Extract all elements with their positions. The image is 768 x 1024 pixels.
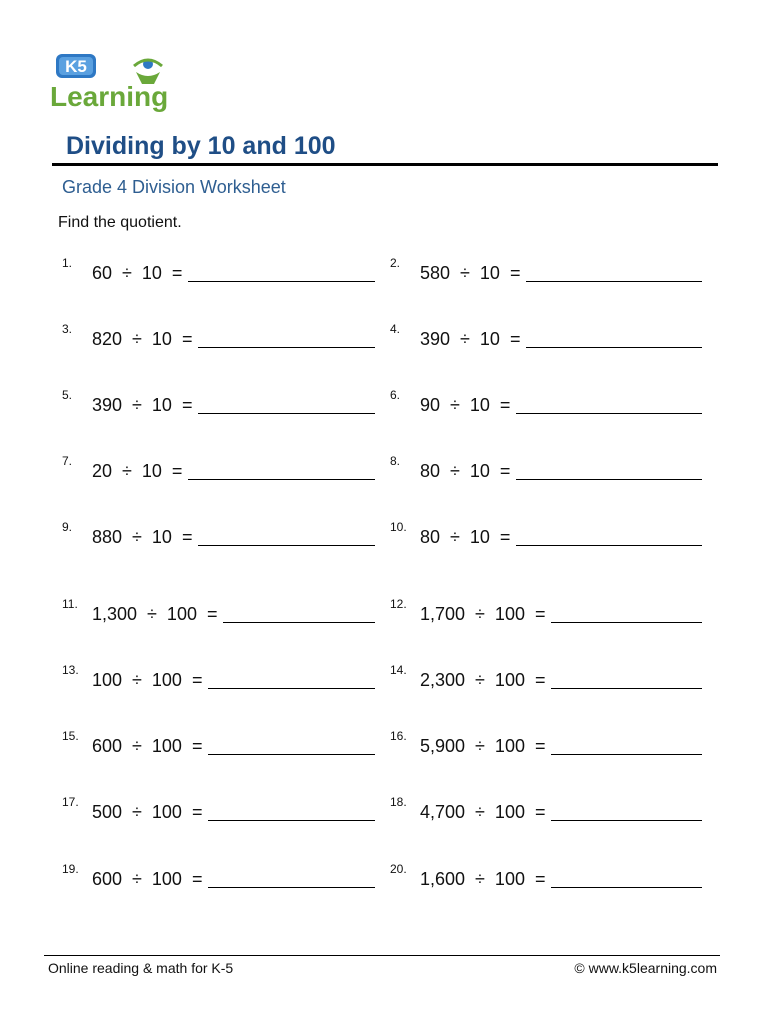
problem-expression: 100 ÷ 100 =	[92, 670, 203, 690]
problem-number: 15.	[62, 729, 79, 743]
svg-text:K5: K5	[65, 57, 87, 76]
problem-number: 1.	[62, 256, 73, 270]
problem-number: 11.	[62, 597, 78, 611]
worksheet-title: Dividing by 10 and 100	[66, 132, 336, 160]
problem-number: 2.	[390, 256, 401, 270]
problem-expression: 60 ÷ 10 =	[92, 263, 183, 283]
footer-website[interactable]: © www.k5learning.com	[574, 960, 717, 976]
problem-expression: 20 ÷ 10 =	[92, 461, 183, 481]
problem-expression: 1,600 ÷ 100 =	[420, 869, 546, 889]
problem-expression: 4,700 ÷ 100 =	[420, 802, 546, 822]
answer-line[interactable]	[198, 527, 375, 546]
problem-number: 16.	[390, 729, 407, 743]
problem-expression: 580 ÷ 10 =	[420, 263, 521, 283]
problem-expression: 80 ÷ 10 =	[420, 527, 511, 547]
problem-12	[390, 595, 702, 625]
problem-number: 10.	[390, 520, 407, 534]
problem-expression: 5,900 ÷ 100 =	[420, 736, 546, 756]
problem-expression: 500 ÷ 100 =	[92, 802, 203, 822]
answer-line[interactable]	[198, 395, 375, 414]
footer-tagline: Online reading & math for K-5	[48, 960, 234, 976]
answer-line[interactable]	[516, 461, 702, 480]
problem-expression: 390 ÷ 10 =	[92, 395, 193, 415]
answer-line[interactable]	[208, 869, 375, 888]
problem-number: 6.	[390, 388, 401, 402]
answer-line[interactable]	[188, 263, 375, 282]
footer-divider	[44, 955, 720, 956]
answer-line[interactable]	[223, 604, 375, 623]
problem-number: 19.	[62, 862, 79, 876]
problem-13	[62, 661, 375, 691]
k5-badge	[56, 54, 96, 78]
problem-14	[390, 661, 702, 691]
answer-line[interactable]	[208, 736, 375, 755]
answer-line[interactable]	[516, 395, 702, 414]
problem-19	[62, 860, 375, 890]
problem-4	[390, 320, 702, 350]
problem-5	[62, 386, 375, 416]
problem-2	[390, 254, 702, 284]
problem-9	[62, 518, 375, 548]
answer-line[interactable]	[208, 670, 375, 689]
problem-7	[62, 452, 375, 482]
learning-wordmark: Learning	[50, 81, 169, 112]
answer-line[interactable]	[551, 802, 702, 821]
problem-number: 8.	[390, 454, 401, 468]
answer-line[interactable]	[198, 329, 375, 348]
problem-number: 4.	[390, 322, 401, 336]
problem-8	[390, 452, 702, 482]
answer-line[interactable]	[551, 670, 702, 689]
problem-expression: 390 ÷ 10 =	[420, 329, 521, 349]
answer-line[interactable]	[188, 461, 375, 480]
problem-expression: 1,300 ÷ 100 =	[92, 604, 218, 624]
problem-20	[390, 860, 702, 890]
problem-number: 17.	[62, 795, 79, 809]
answer-line[interactable]	[526, 263, 702, 282]
problem-expression: 1,700 ÷ 100 =	[420, 604, 546, 624]
problem-3	[62, 320, 375, 350]
problem-15	[62, 727, 375, 757]
problem-6	[390, 386, 702, 416]
problem-expression: 2,300 ÷ 100 =	[420, 670, 546, 690]
answer-line[interactable]	[526, 329, 702, 348]
problem-1	[62, 254, 375, 284]
problem-number: 12.	[390, 597, 407, 611]
title-divider	[52, 163, 718, 166]
problem-10	[390, 518, 702, 548]
problem-number: 14.	[390, 663, 407, 677]
problem-expression: 90 ÷ 10 =	[420, 395, 511, 415]
answer-line[interactable]	[551, 869, 702, 888]
problem-number: 3.	[62, 322, 73, 336]
problem-number: 13.	[62, 663, 79, 677]
answer-line[interactable]	[516, 527, 702, 546]
problem-expression: 600 ÷ 100 =	[92, 736, 203, 756]
problem-expression: 880 ÷ 10 =	[92, 527, 193, 547]
problem-number: 9.	[62, 520, 73, 534]
k5-learning-logo	[48, 50, 188, 114]
problem-expression: 80 ÷ 10 =	[420, 461, 511, 481]
worksheet-subtitle: Grade 4 Division Worksheet	[62, 177, 286, 197]
answer-line[interactable]	[551, 736, 702, 755]
problem-number: 7.	[62, 454, 73, 468]
problem-number: 20.	[390, 862, 407, 876]
answer-line[interactable]	[551, 604, 702, 623]
answer-line[interactable]	[208, 802, 375, 821]
problem-18	[390, 793, 702, 823]
problem-expression: 820 ÷ 10 =	[92, 329, 193, 349]
problem-11	[62, 595, 375, 625]
problem-16	[390, 727, 702, 757]
problem-number: 18.	[390, 795, 407, 809]
problem-expression: 600 ÷ 100 =	[92, 869, 203, 889]
problem-number: 5.	[62, 388, 73, 402]
instructions: Find the quotient.	[58, 214, 182, 231]
problem-17	[62, 793, 375, 823]
